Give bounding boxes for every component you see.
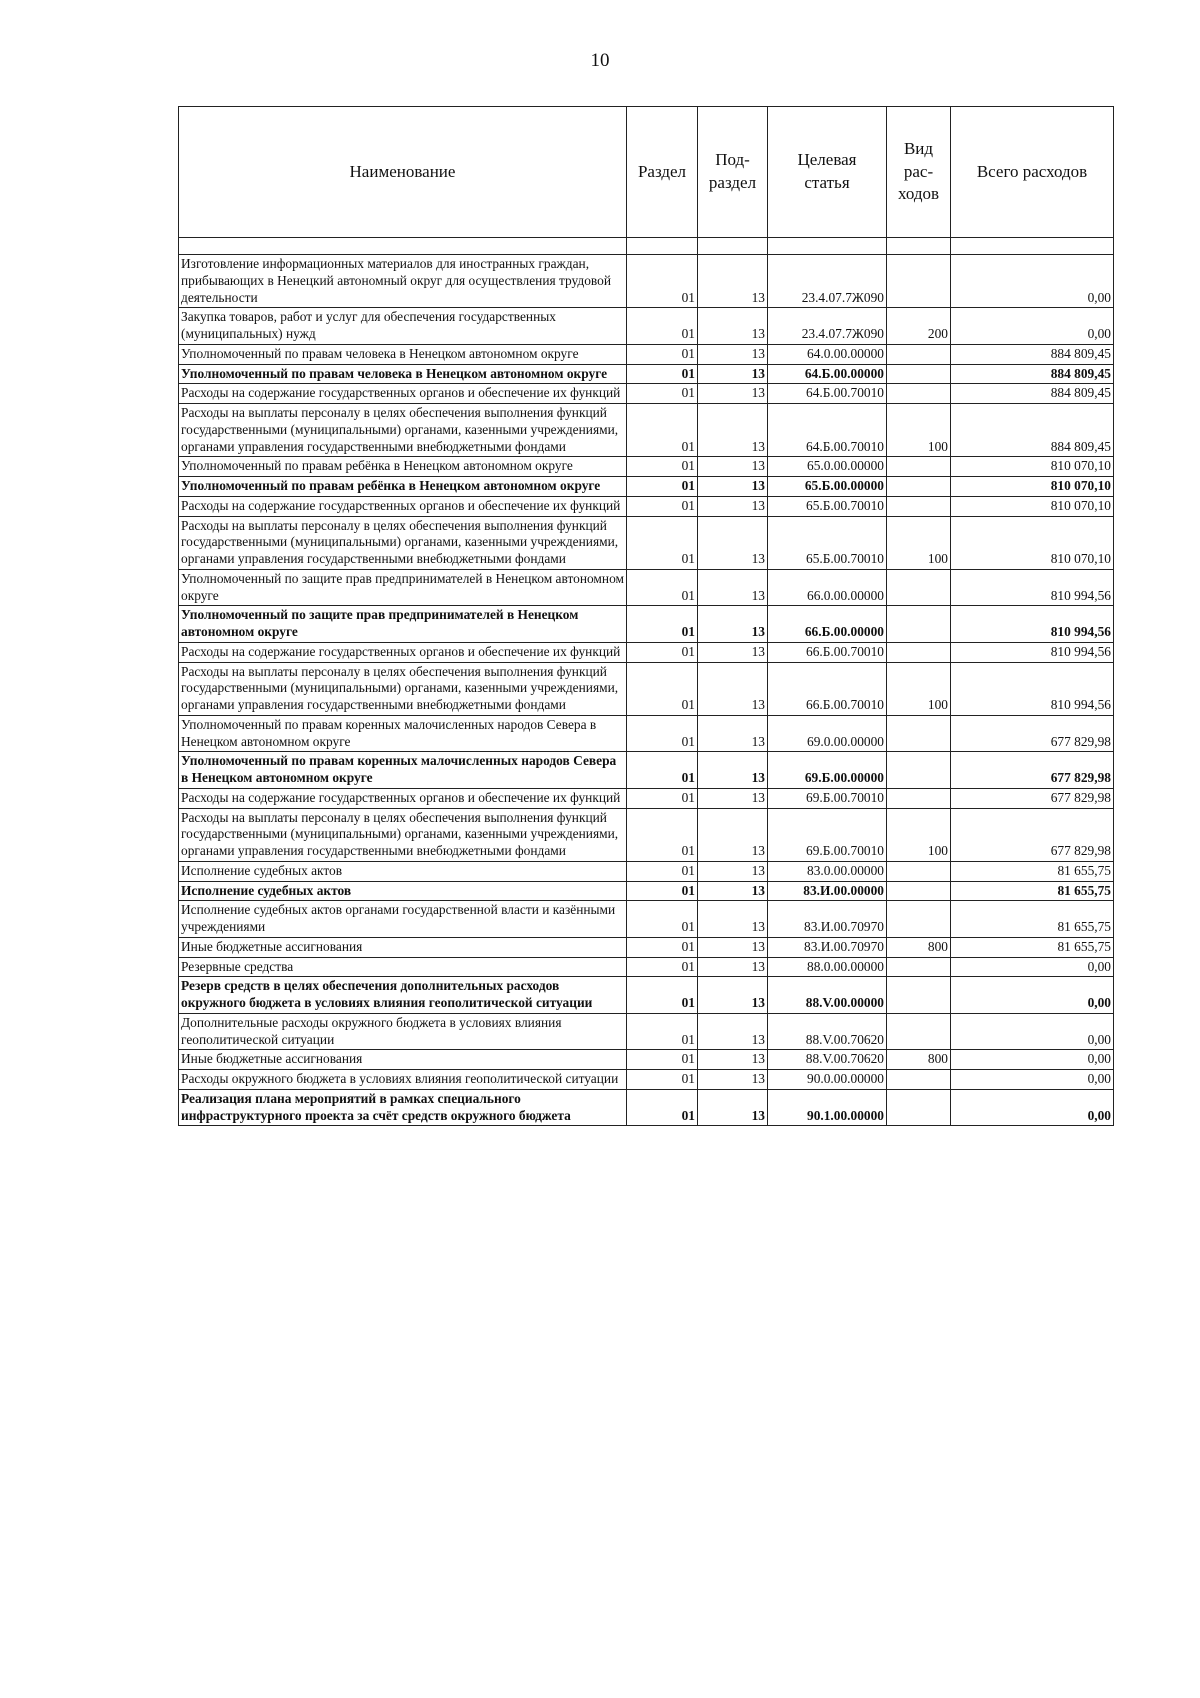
cell-total: 884 809,45 (951, 364, 1114, 384)
cell-total: 810 070,10 (951, 477, 1114, 497)
cell-celevaya: 64.Б.00.70010 (768, 384, 887, 404)
table-row (179, 477, 1114, 497)
table-row (179, 516, 1114, 569)
cell-name: Изготовление информационных материалов для иностранных граждан, прибывающих в Ненецкий автономный округ для осуществления трудовой деятельности (179, 255, 627, 308)
cell-celevaya: 66.Б.00.70010 (768, 662, 887, 715)
cell-celevaya: 83.И.00.00000 (768, 881, 887, 901)
cell-podrazdel: 13 (698, 496, 768, 516)
cell-total: 677 829,98 (951, 808, 1114, 861)
cell-vid (887, 1013, 951, 1050)
cell-name: Реализация плана мероприятий в рамках специального инфраструктурного проекта за счёт средств окружного бюджета (179, 1089, 627, 1126)
cell-total: 884 809,45 (951, 384, 1114, 404)
cell-celevaya: 83.И.00.70970 (768, 901, 887, 938)
cell-podrazdel: 13 (698, 957, 768, 977)
cell-celevaya: 66.0.00.00000 (768, 569, 887, 606)
cell-name: Уполномоченный по правам человека в Ненецком автономном округе (179, 364, 627, 384)
cell-total: 81 655,75 (951, 937, 1114, 957)
cell-celevaya: 88.V.00.70620 (768, 1050, 887, 1070)
cell-vid: 100 (887, 404, 951, 457)
table-row (179, 384, 1114, 404)
cell-razdel: 01 (627, 881, 698, 901)
cell-celevaya: 69.Б.00.70010 (768, 788, 887, 808)
cell-vid (887, 642, 951, 662)
cell-vid (887, 606, 951, 643)
table-row (179, 715, 1114, 752)
cell-podrazdel: 13 (698, 977, 768, 1014)
cell-razdel: 01 (627, 901, 698, 938)
table-row (179, 861, 1114, 881)
cell-vid (887, 344, 951, 364)
cell-total: 810 070,10 (951, 457, 1114, 477)
table-body (179, 255, 1114, 1126)
table-row (179, 977, 1114, 1014)
table-row (179, 364, 1114, 384)
cell-razdel: 01 (627, 496, 698, 516)
cell-vid (887, 957, 951, 977)
table-row (179, 569, 1114, 606)
cell-razdel: 01 (627, 642, 698, 662)
cell-razdel: 01 (627, 808, 698, 861)
cell-vid (887, 457, 951, 477)
cell-vid (887, 881, 951, 901)
cell-name: Уполномоченный по правам человека в Ненецком автономном округе (179, 344, 627, 364)
cell-total: 810 994,56 (951, 642, 1114, 662)
cell-podrazdel: 13 (698, 1089, 768, 1126)
header-podrazdel: Под- раздел (698, 107, 768, 238)
cell-total: 810 070,10 (951, 516, 1114, 569)
cell-celevaya: 23.4.07.7Ж090 (768, 308, 887, 345)
cell-total: 81 655,75 (951, 881, 1114, 901)
cell-name: Исполнение судебных актов (179, 881, 627, 901)
table-row (179, 901, 1114, 938)
cell-podrazdel: 13 (698, 752, 768, 789)
cell-total: 810 994,56 (951, 662, 1114, 715)
cell-celevaya: 65.Б.00.70010 (768, 496, 887, 516)
cell-celevaya: 69.Б.00.70010 (768, 808, 887, 861)
cell-name: Расходы на выплаты персоналу в целях обеспечения выполнения функций государственными (муниципальными) органами, казенными учреждениями, органами управления государственными внебюджетными фондами (179, 404, 627, 457)
cell-total: 81 655,75 (951, 861, 1114, 881)
cell-podrazdel: 13 (698, 881, 768, 901)
cell-name: Исполнение судебных актов (179, 861, 627, 881)
cell-podrazdel: 13 (698, 642, 768, 662)
cell-name: Уполномоченный по правам ребёнка в Ненецком автономном округе (179, 477, 627, 497)
table-row (179, 957, 1114, 977)
cell-vid (887, 477, 951, 497)
cell-vid (887, 364, 951, 384)
cell-podrazdel: 13 (698, 255, 768, 308)
cell-name: Дополнительные расходы окружного бюджета в условиях влияния геополитической ситуации (179, 1013, 627, 1050)
cell-vid (887, 569, 951, 606)
cell-celevaya: 88.V.00.70620 (768, 1013, 887, 1050)
cell-razdel: 01 (627, 457, 698, 477)
cell-name: Расходы на выплаты персоналу в целях обеспечения выполнения функций государственными (муниципальными) органами, казенными учреждениями, органами управления государственными внебюджетными фондами (179, 808, 627, 861)
cell-name: Уполномоченный по правам ребёнка в Ненецком автономном округе (179, 457, 627, 477)
header-vid: Вид рас- ходов (887, 107, 951, 238)
cell-name: Расходы на содержание государственных органов и обеспечение их функций (179, 496, 627, 516)
table-row (179, 808, 1114, 861)
cell-razdel: 01 (627, 606, 698, 643)
cell-name: Расходы на выплаты персоналу в целях обеспечения выполнения функций государственными (муниципальными) органами, казенными учреждениями, органами управления государственными внебюджетными фондами (179, 662, 627, 715)
table-row (179, 1070, 1114, 1090)
cell-vid (887, 752, 951, 789)
cell-total: 810 994,56 (951, 606, 1114, 643)
cell-razdel: 01 (627, 477, 698, 497)
cell-podrazdel: 13 (698, 1013, 768, 1050)
table-row (179, 662, 1114, 715)
cell-vid: 100 (887, 516, 951, 569)
cell-name: Расходы на содержание государственных органов и обеспечение их функций (179, 642, 627, 662)
table-row (179, 642, 1114, 662)
table-row (179, 255, 1114, 308)
table-row (179, 496, 1114, 516)
cell-razdel: 01 (627, 937, 698, 957)
table-row (179, 1013, 1114, 1050)
cell-celevaya: 69.0.00.00000 (768, 715, 887, 752)
cell-total: 884 809,45 (951, 404, 1114, 457)
cell-razdel: 01 (627, 1013, 698, 1050)
table-row (179, 788, 1114, 808)
cell-total: 0,00 (951, 977, 1114, 1014)
cell-razdel: 01 (627, 364, 698, 384)
cell-name: Исполнение судебных актов органами государственной власти и казёнными учреждениями (179, 901, 627, 938)
cell-razdel: 01 (627, 344, 698, 364)
cell-total: 677 829,98 (951, 752, 1114, 789)
cell-celevaya: 64.0.00.00000 (768, 344, 887, 364)
cell-vid (887, 384, 951, 404)
table-row (179, 606, 1114, 643)
cell-podrazdel: 13 (698, 861, 768, 881)
cell-podrazdel: 13 (698, 1050, 768, 1070)
cell-name: Уполномоченный по защите прав предпринимателей в Ненецком автономном округе (179, 569, 627, 606)
cell-razdel: 01 (627, 1070, 698, 1090)
cell-total: 884 809,45 (951, 344, 1114, 364)
cell-podrazdel: 13 (698, 788, 768, 808)
cell-podrazdel: 13 (698, 364, 768, 384)
cell-podrazdel: 13 (698, 662, 768, 715)
cell-podrazdel: 13 (698, 715, 768, 752)
cell-celevaya: 69.Б.00.00000 (768, 752, 887, 789)
cell-name: Расходы на содержание государственных органов и обеспечение их функций (179, 788, 627, 808)
cell-vid (887, 1089, 951, 1126)
cell-name: Расходы на выплаты персоналу в целях обеспечения выполнения функций государственными (муниципальными) органами, казенными учреждениями, органами управления государственными внебюджетными фондами (179, 516, 627, 569)
cell-razdel: 01 (627, 1089, 698, 1126)
table-row (179, 937, 1114, 957)
table-row (179, 457, 1114, 477)
budget-table (178, 106, 1114, 1126)
cell-vid (887, 255, 951, 308)
cell-celevaya: 64.Б.00.00000 (768, 364, 887, 384)
cell-name: Уполномоченный по правам коренных малочисленных народов Севера в Ненецком автономном округе (179, 752, 627, 789)
cell-name: Резерв средств в целях обеспечения дополнительных расходов окружного бюджета в условиях влияния геополитической ситуации (179, 977, 627, 1014)
table-row (179, 1050, 1114, 1070)
cell-total: 0,00 (951, 1070, 1114, 1090)
cell-total: 677 829,98 (951, 788, 1114, 808)
header-total: Всего расходов (951, 107, 1114, 238)
cell-celevaya: 65.Б.00.70010 (768, 516, 887, 569)
cell-celevaya: 90.1.00.00000 (768, 1089, 887, 1126)
table-row (179, 404, 1114, 457)
header-razdel: Раздел (627, 107, 698, 238)
cell-celevaya: 23.4.07.7Ж090 (768, 255, 887, 308)
cell-razdel: 01 (627, 255, 698, 308)
cell-vid: 100 (887, 662, 951, 715)
cell-celevaya: 66.Б.00.70010 (768, 642, 887, 662)
table-row (179, 881, 1114, 901)
cell-celevaya: 88.0.00.00000 (768, 957, 887, 977)
cell-vid (887, 901, 951, 938)
header-spacer-row (179, 238, 1114, 255)
cell-podrazdel: 13 (698, 344, 768, 364)
cell-podrazdel: 13 (698, 937, 768, 957)
cell-razdel: 01 (627, 308, 698, 345)
cell-celevaya: 65.Б.00.00000 (768, 477, 887, 497)
cell-podrazdel: 13 (698, 404, 768, 457)
cell-name: Резервные средства (179, 957, 627, 977)
cell-total: 677 829,98 (951, 715, 1114, 752)
header-celevaya: Целевая статья (768, 107, 887, 238)
cell-vid (887, 496, 951, 516)
cell-celevaya: 64.Б.00.70010 (768, 404, 887, 457)
cell-total: 0,00 (951, 957, 1114, 977)
cell-razdel: 01 (627, 752, 698, 789)
cell-podrazdel: 13 (698, 606, 768, 643)
header-name: Наименование (179, 107, 627, 238)
cell-vid: 100 (887, 808, 951, 861)
cell-name: Расходы окружного бюджета в условиях влияния геополитической ситуации (179, 1070, 627, 1090)
cell-razdel: 01 (627, 662, 698, 715)
cell-name: Расходы на содержание государственных органов и обеспечение их функций (179, 384, 627, 404)
table-row (179, 752, 1114, 789)
cell-podrazdel: 13 (698, 808, 768, 861)
cell-vid: 200 (887, 308, 951, 345)
cell-razdel: 01 (627, 516, 698, 569)
cell-vid (887, 861, 951, 881)
cell-razdel: 01 (627, 788, 698, 808)
cell-name: Иные бюджетные ассигнования (179, 937, 627, 957)
cell-celevaya: 83.0.00.00000 (768, 861, 887, 881)
cell-name: Уполномоченный по правам коренных малочисленных народов Севера в Ненецком автономном округе (179, 715, 627, 752)
cell-name: Уполномоченный по защите прав предпринимателей в Ненецком автономном округе (179, 606, 627, 643)
cell-celevaya: 65.0.00.00000 (768, 457, 887, 477)
cell-celevaya: 66.Б.00.00000 (768, 606, 887, 643)
table-row (179, 308, 1114, 345)
cell-razdel: 01 (627, 569, 698, 606)
cell-podrazdel: 13 (698, 1070, 768, 1090)
cell-vid (887, 715, 951, 752)
cell-total: 0,00 (951, 308, 1114, 345)
page-number: 10 (590, 50, 610, 71)
cell-celevaya: 83.И.00.70970 (768, 937, 887, 957)
cell-total: 810 994,56 (951, 569, 1114, 606)
cell-razdel: 01 (627, 977, 698, 1014)
cell-celevaya: 90.0.00.00000 (768, 1070, 887, 1090)
cell-vid: 800 (887, 1050, 951, 1070)
cell-total: 81 655,75 (951, 901, 1114, 938)
cell-razdel: 01 (627, 861, 698, 881)
cell-podrazdel: 13 (698, 569, 768, 606)
cell-vid (887, 788, 951, 808)
cell-vid (887, 1070, 951, 1090)
cell-name: Закупка товаров, работ и услуг для обеспечения государственных (муниципальных) нужд (179, 308, 627, 345)
cell-total: 0,00 (951, 1089, 1114, 1126)
cell-total: 0,00 (951, 1050, 1114, 1070)
cell-razdel: 01 (627, 404, 698, 457)
cell-podrazdel: 13 (698, 384, 768, 404)
table-row (179, 1089, 1114, 1126)
cell-podrazdel: 13 (698, 477, 768, 497)
cell-razdel: 01 (627, 384, 698, 404)
cell-podrazdel: 13 (698, 901, 768, 938)
table-header-row (179, 107, 1114, 238)
cell-razdel: 01 (627, 957, 698, 977)
cell-podrazdel: 13 (698, 308, 768, 345)
cell-podrazdel: 13 (698, 457, 768, 477)
cell-razdel: 01 (627, 1050, 698, 1070)
cell-total: 810 070,10 (951, 496, 1114, 516)
cell-razdel: 01 (627, 715, 698, 752)
cell-podrazdel: 13 (698, 516, 768, 569)
cell-total: 0,00 (951, 255, 1114, 308)
cell-celevaya: 88.V.00.00000 (768, 977, 887, 1014)
cell-name: Иные бюджетные ассигнования (179, 1050, 627, 1070)
cell-vid: 800 (887, 937, 951, 957)
table-row (179, 344, 1114, 364)
cell-total: 0,00 (951, 1013, 1114, 1050)
cell-vid (887, 977, 951, 1014)
